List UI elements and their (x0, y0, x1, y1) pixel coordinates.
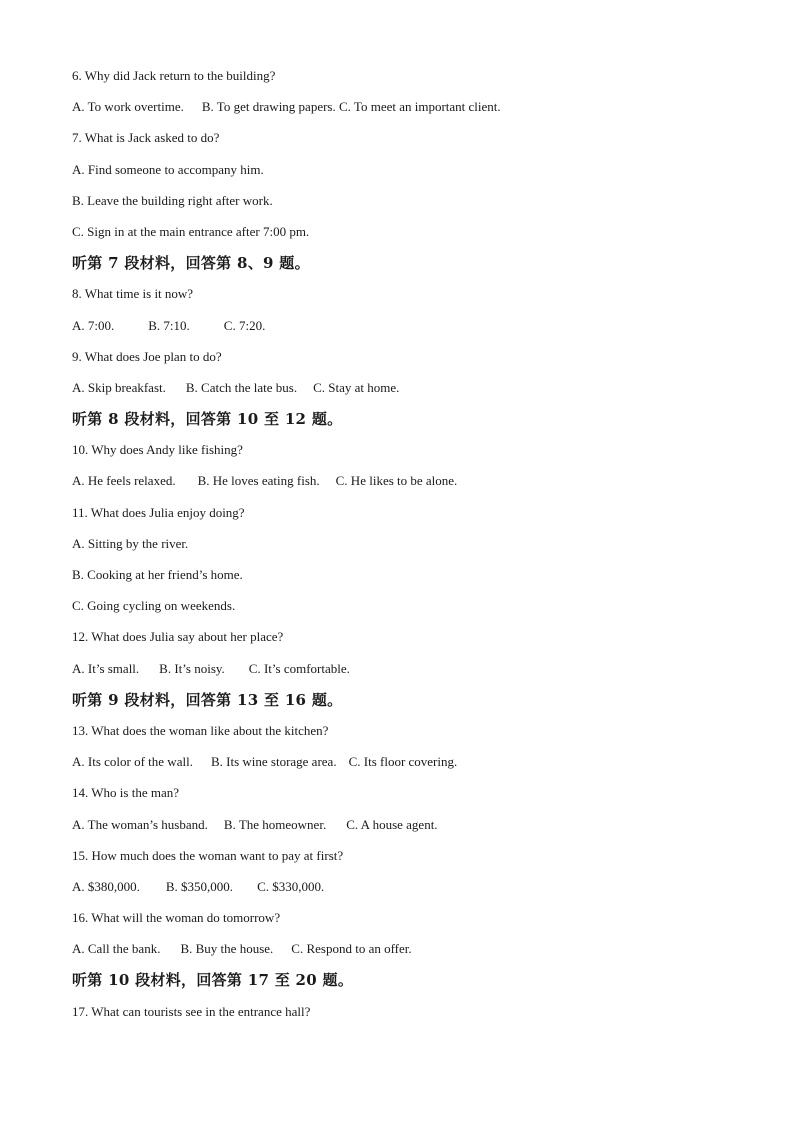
answer-option: B. He loves eating fish. (197, 473, 320, 489)
answer-option: A. Its color of the wall. (72, 754, 193, 770)
answer-option: A. He feels relaxed. (72, 473, 176, 489)
options-line (72, 316, 752, 347)
options-line (72, 378, 752, 409)
question-line: 13. What does the woman like about the kitchen? (72, 722, 329, 738)
answer-option: A. To work overtime. (72, 99, 184, 115)
options-line (72, 659, 752, 690)
answer-option: B. Buy the house. (180, 941, 274, 957)
question-line: B. Leave the building right after work. (72, 192, 273, 208)
answer-option: B. Its wine storage area. (210, 754, 337, 770)
answer-option: A. Call the bank. (72, 941, 161, 957)
question-line: 6. Why did Jack return to the building? (72, 68, 276, 83)
section-heading: 听第 7 段材料，回答第 8、9 题。 (72, 254, 310, 273)
answer-option: C. It’s comfortable. (248, 660, 350, 676)
question-line: B. Cooking at her friend’s home. (72, 567, 243, 582)
question-line: A. Find someone to accompany him. (72, 161, 264, 177)
section-heading: 听第 9 段材料，回答第 13 至 16 题。 (72, 690, 343, 709)
answer-option: B. $350,000. (165, 878, 234, 894)
question-line: 8. What time is it now? (72, 286, 194, 302)
answer-option: C. $330,000. (257, 878, 325, 894)
answer-option: A. $380,000. (72, 878, 140, 894)
question-line: 11. What does Julia enjoy doing? (72, 504, 245, 520)
answer-option: C. A house agent. (346, 816, 438, 832)
answer-option: A. It’s small. (72, 660, 140, 676)
options-line (72, 939, 752, 970)
answer-option: C. Respond to an offer. (291, 941, 412, 957)
question-line: 15. How much does the woman want to pay at first? (72, 847, 344, 863)
question-line: 12. What does Julia say about her place? (72, 629, 284, 645)
options-line (72, 97, 752, 128)
question-line: 16. What will the woman do tomorrow? (72, 910, 281, 926)
question-line: 9. What does Joe plan to do? (72, 348, 222, 364)
options-line (72, 877, 752, 908)
answer-option: C. He likes to be alone. (335, 473, 458, 489)
section-heading: 听第 10 段材料，回答第 17 至 20 题。 (72, 971, 354, 990)
answer-option: A. Skip breakfast. (72, 379, 166, 395)
answer-option: A. The woman’s husband. (72, 816, 208, 832)
answer-option: C. 7:20. (223, 317, 266, 333)
question-line: 7. What is Jack asked to do? (72, 130, 220, 146)
options-line (72, 471, 752, 502)
answer-option: C. Its floor covering. (348, 754, 458, 770)
answer-option: B. 7:10. (148, 317, 190, 333)
question-line: A. Sitting by the river. (72, 535, 189, 551)
question-line: 17. What can tourists see in the entrance hall? (72, 1003, 311, 1019)
answer-option: A. 7:00. (72, 317, 115, 333)
options-line (72, 752, 752, 783)
answer-option: B. Catch the late bus. (185, 379, 298, 395)
question-line: C. Sign in at the main entrance after 7:00 pm. (72, 223, 310, 239)
document-page (72, 66, 752, 1033)
answer-option: B. To get drawing papers. C. To meet an important client. (201, 99, 501, 115)
answer-option: C. Stay at home. (313, 379, 400, 395)
section-heading: 听第 8 段材料，回答第 10 至 12 题。 (72, 410, 343, 429)
answer-option: B. It’s noisy. (159, 660, 225, 676)
question-line: 14. Who is the man? (72, 785, 179, 801)
answer-option: B. The homeowner. (223, 816, 327, 832)
options-line (72, 815, 752, 846)
question-line: 10. Why does Andy like fishing? (72, 442, 243, 458)
question-line: C. Going cycling on weekends. (72, 598, 236, 614)
